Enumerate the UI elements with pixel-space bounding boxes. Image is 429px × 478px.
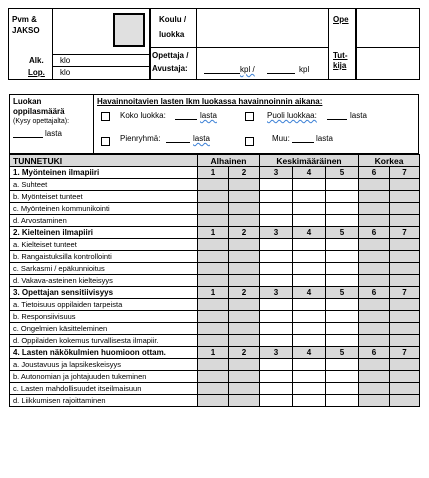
category-row xyxy=(10,227,420,239)
item-row xyxy=(10,371,420,383)
item-rating-cell[interactable] xyxy=(390,371,420,383)
item-rating-cell[interactable] xyxy=(198,179,229,191)
pienryhma-label: Pienryhmä: xyxy=(120,134,161,143)
item-row xyxy=(10,311,420,323)
muu-label: Muu: xyxy=(272,134,290,143)
item-rating-cell[interactable] xyxy=(229,359,260,371)
header-signature-box xyxy=(356,8,420,80)
opettaja-label: Opettaja / xyxy=(152,51,189,60)
rating-cell-2[interactable]: 2 xyxy=(229,347,260,359)
rating-cell-5[interactable]: 5 xyxy=(326,227,359,239)
item-rating-cell[interactable] xyxy=(359,311,390,323)
pvm-label: Pvm & xyxy=(12,15,37,24)
category-row xyxy=(10,347,420,359)
item-rating-cell[interactable] xyxy=(359,239,390,251)
item-rating-cell[interactable] xyxy=(198,359,229,371)
item-rating-cell[interactable] xyxy=(198,275,229,287)
item-rating-cell[interactable] xyxy=(326,203,359,215)
item-rating-cell[interactable] xyxy=(326,395,359,407)
item-rating-cell[interactable] xyxy=(198,299,229,311)
item-rating-cell[interactable] xyxy=(390,335,420,347)
item-rating-cell[interactable] xyxy=(260,359,293,371)
rating-cell-4[interactable]: 4 xyxy=(293,287,326,299)
rating-table xyxy=(9,154,420,407)
item-label: c. Myönteinen kommunikointi xyxy=(10,203,198,215)
korkea-header: Korkea xyxy=(359,155,420,167)
item-row xyxy=(10,239,420,251)
tunnetuki-header: TUNNETUKI xyxy=(10,155,198,167)
item-rating-cell[interactable] xyxy=(198,335,229,347)
item-rating-cell[interactable] xyxy=(198,251,229,263)
item-rating-cell[interactable] xyxy=(390,383,420,395)
puoli-luokkaa-lasta: lasta xyxy=(350,111,367,120)
item-rating-cell[interactable] xyxy=(390,395,420,407)
item-rating-cell[interactable] xyxy=(198,323,229,335)
item-label: b. Autonomian ja johtajuuden tukeminen xyxy=(10,371,198,383)
item-rating-cell[interactable] xyxy=(260,251,293,263)
item-rating-cell[interactable] xyxy=(390,299,420,311)
item-label: b. Myönteiset tunteet xyxy=(10,191,198,203)
item-rating-cell[interactable] xyxy=(326,383,359,395)
kysy-label: (Kysy opettajalta): xyxy=(13,118,70,125)
rating-cell-2[interactable]: 2 xyxy=(229,287,260,299)
rating-cell-1[interactable]: 1 xyxy=(198,287,229,299)
item-rating-cell[interactable] xyxy=(293,191,326,203)
oppilasmaara-label: oppilasmäärä xyxy=(13,107,65,116)
item-rating-cell[interactable] xyxy=(390,191,420,203)
category-title: 1. Myönteinen ilmapiiri xyxy=(10,167,198,179)
item-rating-cell[interactable] xyxy=(260,335,293,347)
category-row xyxy=(10,167,420,179)
item-rating-cell[interactable] xyxy=(390,263,420,275)
muu-blank[interactable] xyxy=(292,142,314,143)
item-rating-cell[interactable] xyxy=(198,239,229,251)
puoli-luokkaa-checkbox[interactable] xyxy=(245,112,254,121)
item-rating-cell[interactable] xyxy=(229,383,260,395)
item-label: a. Tietoisuus oppilaiden tarpeista xyxy=(10,299,198,311)
item-rating-cell[interactable] xyxy=(359,275,390,287)
class-size-lasta: lasta xyxy=(45,129,62,138)
item-rating-cell[interactable] xyxy=(260,323,293,335)
item-row xyxy=(10,215,420,227)
ope-label: Ope xyxy=(333,15,349,24)
table-header-row xyxy=(10,155,420,167)
item-label: c. Lasten mahdollisuudet itseilmaisuun xyxy=(10,383,198,395)
item-rating-cell[interactable] xyxy=(390,179,420,191)
puoli-luokkaa-blank[interactable] xyxy=(327,119,347,120)
item-rating-cell[interactable] xyxy=(326,275,359,287)
item-rating-cell[interactable] xyxy=(229,311,260,323)
luokan-label: Luokan xyxy=(13,97,42,106)
item-row xyxy=(10,191,420,203)
item-rating-cell[interactable] xyxy=(293,215,326,227)
item-rating-cell[interactable] xyxy=(198,311,229,323)
item-rating-cell[interactable] xyxy=(359,323,390,335)
category-row xyxy=(10,287,420,299)
rating-cell-7[interactable]: 7 xyxy=(390,227,420,239)
item-rating-cell[interactable] xyxy=(390,323,420,335)
rating-cell-6[interactable]: 6 xyxy=(359,227,390,239)
item-rating-cell[interactable] xyxy=(229,191,260,203)
observed-count-title: Havainnoitavien lasten lkm luokassa havainnoinnin aikana: xyxy=(97,97,323,106)
item-row xyxy=(10,203,420,215)
item-label: d. Vakava-asteinen kielteisyys xyxy=(10,275,198,287)
item-rating-cell[interactable] xyxy=(326,239,359,251)
keskimaarainen-header: Keskimääräinen xyxy=(260,155,359,167)
item-label: a. Joustavuus ja lapsikeskeisyys xyxy=(10,359,198,371)
item-rating-cell[interactable] xyxy=(359,383,390,395)
item-rating-cell[interactable] xyxy=(229,203,260,215)
muu-checkbox[interactable] xyxy=(245,137,254,146)
rating-cell-6[interactable]: 6 xyxy=(359,167,390,179)
item-row xyxy=(10,395,420,407)
category-title: 4. Lasten näkökulmien huomioon ottam. xyxy=(10,347,198,359)
item-row xyxy=(10,359,420,371)
item-label: b. Responsiivisuus xyxy=(10,311,198,323)
item-rating-cell[interactable] xyxy=(390,239,420,251)
rating-cell-3[interactable]: 3 xyxy=(260,287,293,299)
item-rating-cell[interactable] xyxy=(326,335,359,347)
item-rating-cell[interactable] xyxy=(390,359,420,371)
rating-cell-5[interactable]: 5 xyxy=(326,167,359,179)
item-rating-cell[interactable] xyxy=(359,371,390,383)
item-row xyxy=(10,383,420,395)
item-rating-cell[interactable] xyxy=(293,383,326,395)
item-rating-cell[interactable] xyxy=(390,275,420,287)
item-rating-cell[interactable] xyxy=(390,215,420,227)
class-size-blank[interactable] xyxy=(13,137,43,138)
item-rating-cell[interactable] xyxy=(229,335,260,347)
item-rating-cell[interactable] xyxy=(229,395,260,407)
item-label: d. Oppilaiden kokemus turvallisesta ilmapiir. xyxy=(10,335,198,347)
item-rating-cell[interactable] xyxy=(326,299,359,311)
item-rating-cell[interactable] xyxy=(198,371,229,383)
pienryhma-checkbox[interactable] xyxy=(101,137,110,146)
kpl-blank-2[interactable] xyxy=(267,73,295,74)
item-rating-cell[interactable] xyxy=(198,215,229,227)
item-rating-cell[interactable] xyxy=(260,263,293,275)
item-rating-cell[interactable] xyxy=(326,323,359,335)
item-rating-cell[interactable] xyxy=(229,323,260,335)
rating-cell-3[interactable]: 3 xyxy=(260,167,293,179)
rating-cell-1[interactable]: 1 xyxy=(198,347,229,359)
item-rating-cell[interactable] xyxy=(293,335,326,347)
item-row xyxy=(10,251,420,263)
koulu-label: Koulu / xyxy=(159,15,187,24)
item-rating-cell[interactable] xyxy=(293,323,326,335)
item-rating-cell[interactable] xyxy=(229,371,260,383)
item-rating-cell[interactable] xyxy=(390,203,420,215)
item-rating-cell[interactable] xyxy=(260,191,293,203)
rating-cell-6[interactable]: 6 xyxy=(359,287,390,299)
rating-cell-1[interactable]: 1 xyxy=(198,167,229,179)
item-rating-cell[interactable] xyxy=(293,263,326,275)
item-label: d. Arvostaminen xyxy=(10,215,198,227)
item-label: a. Kielteiset tunteet xyxy=(10,239,198,251)
item-rating-cell[interactable] xyxy=(359,335,390,347)
item-rating-cell[interactable] xyxy=(229,179,260,191)
lop-label: Lop. xyxy=(28,68,45,77)
item-rating-cell[interactable] xyxy=(326,179,359,191)
item-label: a. Suhteet xyxy=(10,179,198,191)
date-square xyxy=(113,13,145,47)
item-rating-cell[interactable] xyxy=(390,251,420,263)
item-row xyxy=(10,323,420,335)
item-rating-cell[interactable] xyxy=(229,275,260,287)
item-label: c. Sarkasmi / epäkunnioitus xyxy=(10,263,198,275)
item-rating-cell[interactable] xyxy=(260,395,293,407)
item-rating-cell[interactable] xyxy=(293,359,326,371)
item-row xyxy=(10,335,420,347)
item-rating-cell[interactable] xyxy=(198,263,229,275)
koko-luokka-lasta: lasta xyxy=(200,111,217,120)
rating-cell-3[interactable]: 3 xyxy=(260,227,293,239)
rating-cell-1[interactable]: 1 xyxy=(198,227,229,239)
item-rating-cell[interactable] xyxy=(359,299,390,311)
item-rating-cell[interactable] xyxy=(260,203,293,215)
muu-lasta: lasta xyxy=(316,134,333,143)
rating-cell-7[interactable]: 7 xyxy=(390,347,420,359)
tutkija-label-2: kija xyxy=(333,61,347,70)
item-rating-cell[interactable] xyxy=(198,383,229,395)
luokka-label: luokka xyxy=(159,30,185,39)
item-row xyxy=(10,275,420,287)
puoli-luokkaa-label: Puoli luokkaa: xyxy=(267,111,317,120)
item-rating-cell[interactable] xyxy=(293,203,326,215)
item-rating-cell[interactable] xyxy=(260,299,293,311)
klo-end: klo xyxy=(60,68,71,77)
item-rating-cell[interactable] xyxy=(359,251,390,263)
category-title: 3. Opettajan sensitiivisyys xyxy=(10,287,198,299)
item-rating-cell[interactable] xyxy=(359,179,390,191)
item-rating-cell[interactable] xyxy=(260,371,293,383)
item-rating-cell[interactable] xyxy=(229,239,260,251)
item-rating-cell[interactable] xyxy=(260,239,293,251)
pienryhma-blank[interactable] xyxy=(166,142,190,143)
jakso-label: JAKSO xyxy=(12,26,40,35)
rating-cell-4[interactable]: 4 xyxy=(293,227,326,239)
item-rating-cell[interactable] xyxy=(326,263,359,275)
item-rating-cell[interactable] xyxy=(260,179,293,191)
item-rating-cell[interactable] xyxy=(326,191,359,203)
kpl-blank-1[interactable] xyxy=(204,73,240,74)
kpl-label-1: kpl / xyxy=(240,65,255,74)
klo-start: klo xyxy=(60,56,71,65)
item-rating-cell[interactable] xyxy=(229,251,260,263)
item-rating-cell[interactable] xyxy=(293,299,326,311)
item-rating-cell[interactable] xyxy=(293,371,326,383)
item-rating-cell[interactable] xyxy=(293,251,326,263)
rating-cell-5[interactable]: 5 xyxy=(326,287,359,299)
rating-cell-7[interactable]: 7 xyxy=(390,287,420,299)
item-rating-cell[interactable] xyxy=(293,179,326,191)
item-rating-cell[interactable] xyxy=(198,191,229,203)
item-rating-cell[interactable] xyxy=(359,395,390,407)
rating-cell-6[interactable]: 6 xyxy=(359,347,390,359)
alk-label: Alk. xyxy=(29,56,44,65)
item-label: c. Ongelmien käsitteleminen xyxy=(10,323,198,335)
item-label: d. Liikkumisen rajoittaminen xyxy=(10,395,198,407)
item-rating-cell[interactable] xyxy=(390,311,420,323)
koko-luokka-checkbox[interactable] xyxy=(101,112,110,121)
item-rating-cell[interactable] xyxy=(293,395,326,407)
item-rating-cell[interactable] xyxy=(198,203,229,215)
item-row xyxy=(10,263,420,275)
item-rating-cell[interactable] xyxy=(359,263,390,275)
item-rating-cell[interactable] xyxy=(326,215,359,227)
tutkija-label-1: Tut- xyxy=(333,51,348,60)
rating-cell-2[interactable]: 2 xyxy=(229,167,260,179)
item-rating-cell[interactable] xyxy=(359,215,390,227)
kpl-label-2: kpl xyxy=(299,65,310,74)
item-row xyxy=(10,179,420,191)
item-rating-cell[interactable] xyxy=(293,275,326,287)
koko-luokka-label: Koko luokka: xyxy=(120,111,166,120)
rating-cell-3[interactable]: 3 xyxy=(260,347,293,359)
item-rating-cell[interactable] xyxy=(326,251,359,263)
alhainen-header: Alhainen xyxy=(198,155,260,167)
item-rating-cell[interactable] xyxy=(359,203,390,215)
item-rating-cell[interactable] xyxy=(326,371,359,383)
rating-cell-7[interactable]: 7 xyxy=(390,167,420,179)
item-rating-cell[interactable] xyxy=(293,239,326,251)
koko-luokka-blank[interactable] xyxy=(175,119,197,120)
rating-cell-4[interactable]: 4 xyxy=(293,347,326,359)
item-row xyxy=(10,299,420,311)
item-rating-cell[interactable] xyxy=(229,299,260,311)
item-rating-cell[interactable] xyxy=(359,191,390,203)
item-rating-cell[interactable] xyxy=(198,395,229,407)
rating-cell-2[interactable]: 2 xyxy=(229,227,260,239)
avustaja-label: Avustaja: xyxy=(152,64,188,73)
category-title: 2. Kielteinen ilmapiiri xyxy=(10,227,198,239)
item-rating-cell[interactable] xyxy=(229,215,260,227)
item-rating-cell[interactable] xyxy=(293,311,326,323)
item-rating-cell[interactable] xyxy=(326,359,359,371)
item-rating-cell[interactable] xyxy=(326,311,359,323)
rating-cell-5[interactable]: 5 xyxy=(326,347,359,359)
item-rating-cell[interactable] xyxy=(229,263,260,275)
rating-cell-4[interactable]: 4 xyxy=(293,167,326,179)
item-rating-cell[interactable] xyxy=(260,383,293,395)
item-rating-cell[interactable] xyxy=(260,215,293,227)
item-rating-cell[interactable] xyxy=(359,359,390,371)
pienryhma-lasta: lasta xyxy=(193,134,210,143)
item-rating-cell[interactable] xyxy=(260,275,293,287)
item-label: b. Rangaistuksilla kontrollointi xyxy=(10,251,198,263)
item-rating-cell[interactable] xyxy=(260,311,293,323)
